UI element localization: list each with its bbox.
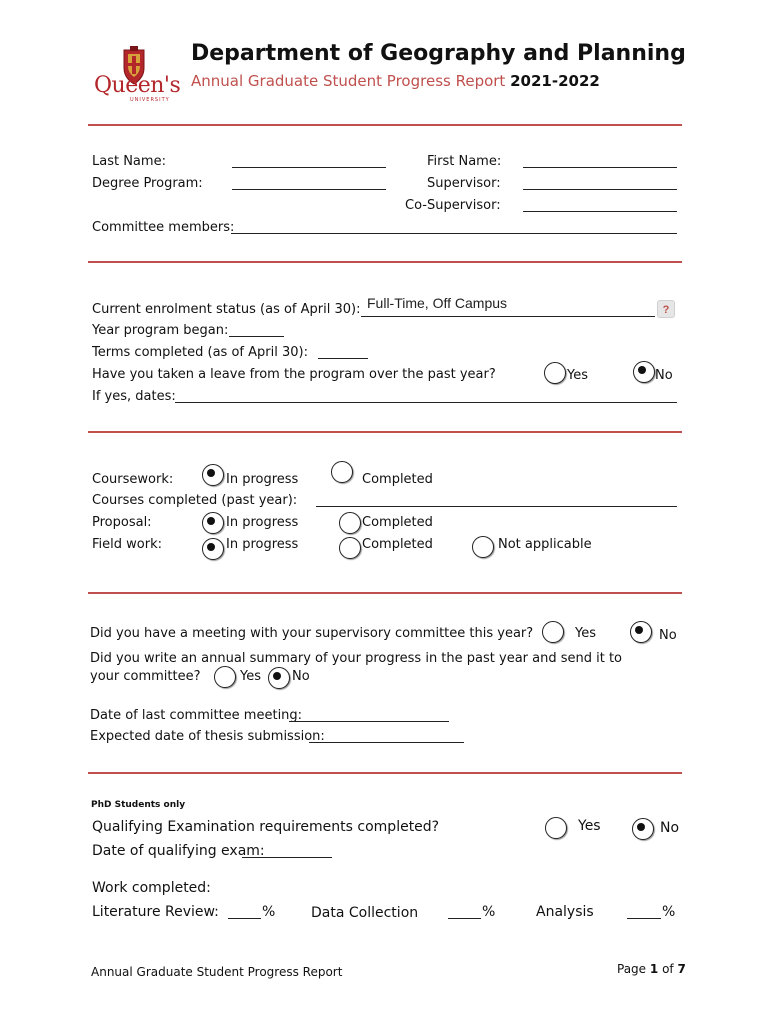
- field-work-in-progress-radio[interactable]: [202, 538, 224, 560]
- qualifying-date-field[interactable]: [242, 857, 332, 858]
- leave-question: Have you taken a leave from the program over the past year?: [92, 367, 496, 382]
- meeting-no-radio[interactable]: [630, 621, 652, 643]
- page-current: 1: [649, 962, 659, 976]
- subtitle-year: 2021-2022: [510, 72, 600, 90]
- page-subtitle: [191, 71, 600, 91]
- leave-yes-radio[interactable]: [544, 362, 566, 384]
- last-meeting-label: Date of last committee meeting:: [90, 708, 303, 723]
- last-name-field[interactable]: [232, 167, 386, 168]
- analysis-field[interactable]: [627, 918, 661, 919]
- summary-question-line1: Did you write an annual summary of your progress in the past year and send it to: [90, 651, 623, 666]
- meeting-no-label: No: [659, 628, 677, 643]
- data-collection-label: Data Collection: [311, 905, 419, 921]
- field-work-completed-radio[interactable]: [339, 537, 361, 559]
- coursework-completed-radio[interactable]: [331, 461, 353, 483]
- coursework-in-progress-label: In progress: [226, 472, 299, 487]
- first-name-field[interactable]: [523, 167, 677, 168]
- proposal-label: Proposal:: [92, 515, 152, 530]
- last-meeting-field[interactable]: [289, 721, 449, 722]
- help-icon[interactable]: ?: [657, 300, 675, 318]
- meeting-yes-radio[interactable]: [542, 621, 564, 643]
- committee-members-field[interactable]: [231, 233, 677, 234]
- enrolment-status-label: Current enrolment status (as of April 30):: [92, 302, 361, 317]
- meeting-question: Did you have a meeting with your supervisory committee this year?: [90, 626, 534, 641]
- meeting-yes-label: Yes: [575, 626, 596, 641]
- logo-subtext: UNIVERSITY: [130, 97, 170, 103]
- courses-completed-field[interactable]: [316, 506, 677, 507]
- summary-yes-radio[interactable]: [214, 666, 236, 688]
- thesis-date-label: Expected date of thesis submission:: [90, 729, 325, 744]
- page-of: of: [662, 962, 674, 976]
- first-name-label: First Name:: [427, 154, 502, 169]
- field-work-in-progress-label: In progress: [226, 537, 299, 552]
- qualifying-date-label: Date of qualifying exam:: [92, 843, 265, 859]
- analysis-label: Analysis: [536, 904, 594, 920]
- logo-wordmark: Queen's: [94, 73, 181, 98]
- university-logo: [92, 44, 181, 104]
- qualifying-yes-radio[interactable]: [545, 817, 567, 839]
- section-divider: [88, 124, 682, 126]
- footer-doc-name: Annual Graduate Student Progress Report: [91, 965, 343, 979]
- leave-yes-label: Yes: [567, 368, 588, 383]
- enrolment-status-dropdown[interactable]: [361, 292, 655, 317]
- leave-dates-field[interactable]: [175, 402, 677, 403]
- leave-no-radio[interactable]: [633, 361, 655, 383]
- phd-section-label: PhD Students only: [91, 800, 186, 810]
- data-collection-field[interactable]: [448, 918, 481, 919]
- leave-no-label: No: [655, 368, 673, 383]
- enrolment-status-value: Full-Time, Off Campus: [367, 295, 508, 311]
- page-title: Department of Geography and Planning: [191, 41, 686, 66]
- year-began-label: Year program began:: [92, 323, 229, 338]
- leave-dates-label: If yes, dates:: [92, 389, 176, 404]
- terms-completed-label: Terms completed (as of April 30):: [92, 345, 308, 360]
- section-divider: [88, 261, 682, 263]
- subtitle-text: Annual Graduate Student Progress Report: [191, 72, 506, 90]
- qualifying-yes-label: Yes: [578, 818, 601, 834]
- literature-review-field[interactable]: [228, 918, 261, 919]
- coursework-completed-label: Completed: [362, 472, 433, 487]
- page-number: [617, 962, 686, 977]
- section-divider: [88, 431, 682, 433]
- literature-review-label: Literature Review:: [92, 904, 219, 920]
- qualifying-no-label: No: [660, 820, 680, 836]
- qualifying-question: Qualifying Examination requirements completed?: [92, 819, 440, 835]
- proposal-completed-label: Completed: [362, 515, 433, 530]
- field-work-not-applicable-radio[interactable]: [472, 536, 494, 558]
- coursework-in-progress-radio[interactable]: [202, 464, 224, 486]
- thesis-date-field[interactable]: [309, 742, 464, 743]
- coursework-label: Coursework:: [92, 472, 174, 487]
- co-supervisor-field[interactable]: [523, 211, 677, 212]
- summary-no-radio[interactable]: [268, 667, 290, 689]
- section-divider: [88, 592, 682, 594]
- proposal-in-progress-label: In progress: [226, 515, 299, 530]
- degree-program-field[interactable]: [232, 189, 386, 190]
- summary-no-label: No: [292, 669, 310, 684]
- data-collection-percent: %: [482, 904, 496, 920]
- committee-members-label: Committee members:: [92, 220, 235, 235]
- summary-yes-label: Yes: [240, 669, 261, 684]
- year-began-field[interactable]: [229, 336, 284, 337]
- section-divider: [88, 772, 682, 774]
- proposal-in-progress-radio[interactable]: [202, 512, 224, 534]
- degree-program-label: Degree Program:: [92, 176, 203, 191]
- analysis-percent: %: [662, 904, 676, 920]
- proposal-completed-radio[interactable]: [339, 512, 361, 534]
- page-total: 7: [677, 962, 686, 976]
- literature-percent: %: [262, 904, 276, 920]
- supervisor-label: Supervisor:: [427, 176, 501, 191]
- page-prefix: Page: [617, 962, 647, 976]
- work-completed-label: Work completed:: [92, 880, 211, 896]
- last-name-label: Last Name:: [92, 154, 166, 169]
- co-supervisor-label: Co-Supervisor:: [405, 198, 501, 213]
- courses-completed-label: Courses completed (past year):: [92, 493, 298, 508]
- field-work-completed-label: Completed: [362, 537, 433, 552]
- qualifying-no-radio[interactable]: [632, 818, 654, 840]
- field-work-label: Field work:: [92, 537, 162, 552]
- terms-completed-field[interactable]: [318, 358, 368, 359]
- summary-question-line2: your committee?: [90, 669, 201, 684]
- field-work-not-applicable-label: Not applicable: [498, 537, 592, 552]
- supervisor-field[interactable]: [523, 189, 677, 190]
